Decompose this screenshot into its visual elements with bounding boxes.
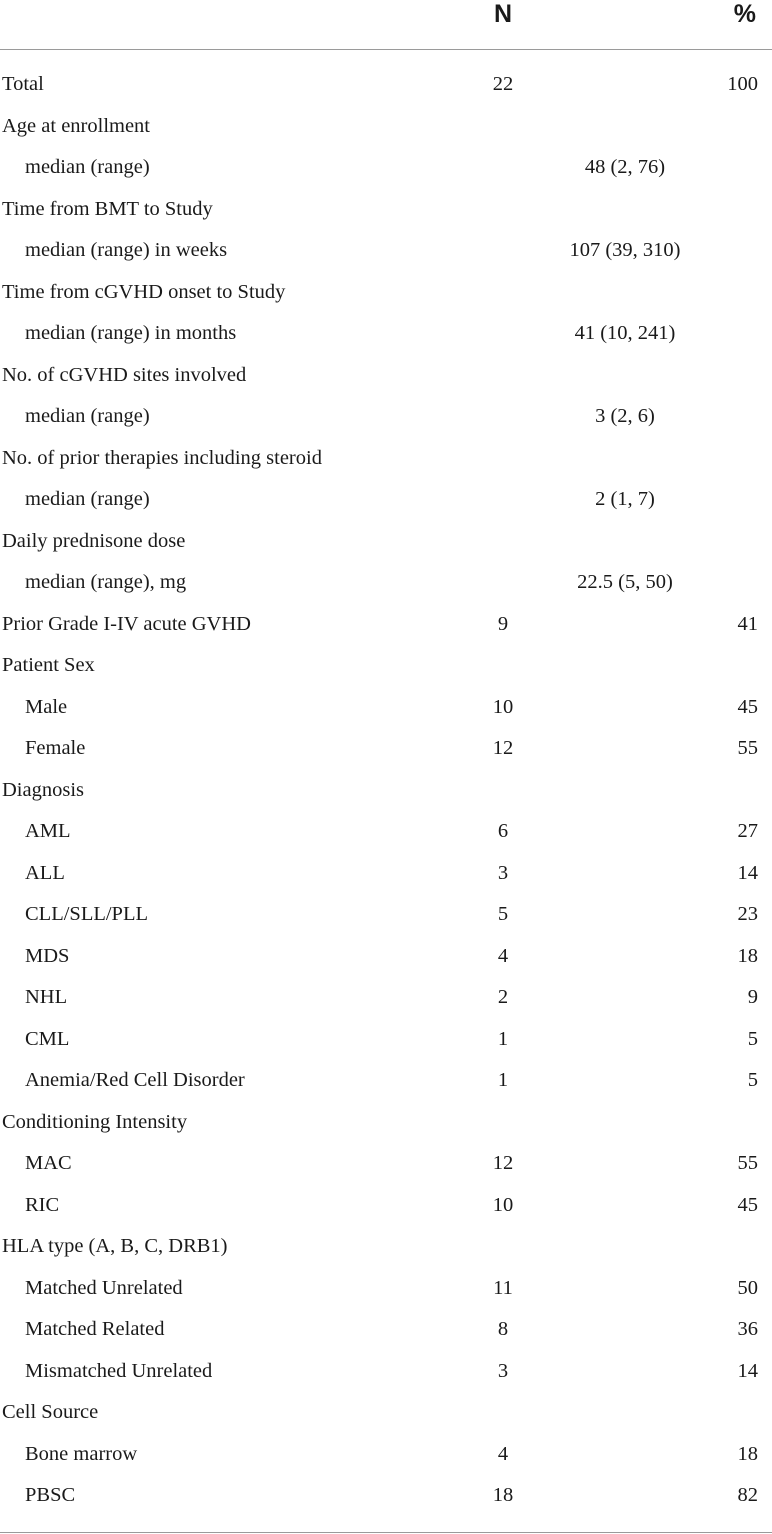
row-count: 9 [497,612,509,635]
row-label: Conditioning Intensity [2,1110,188,1133]
table-subrow [0,811,772,853]
table-subrow [0,1475,772,1517]
row-percent: 18 [737,1442,758,1465]
row-label: Patient Sex [2,654,95,676]
row-label: No. of cGVHD sites involved [2,363,247,386]
row-count: 10 [492,695,514,718]
row-label: Cell Source [2,1401,99,1423]
row-median-range: 2 (1, 7) [595,488,655,510]
table-subrow [0,1185,772,1227]
row-label: median (range) [25,488,150,510]
table-subrow [0,1309,772,1351]
table-subrow [0,1268,772,1310]
row-median-range: 3 (2, 6) [595,405,655,427]
row-count: 6 [497,820,509,842]
row-label: Age at enrollment [2,114,151,137]
row-label: Bone marrow [25,1442,138,1465]
row-percent: 14 [737,1359,758,1382]
row-label: CML [25,1027,70,1050]
row-label: median (range), mg [25,571,187,593]
table-subrow [0,894,772,936]
table-row [0,1102,772,1144]
table-row [0,770,772,812]
table-subrow [0,396,772,438]
row-label: Female [25,737,86,759]
row-label: HLA type (A, B, C, DRB1) [2,1235,228,1257]
row-count: 2 [497,986,509,1008]
table-subrow [0,1434,772,1476]
row-count: 8 [497,1318,509,1340]
row-label: Time from BMT to Study [2,197,213,220]
row-count: 3 [497,861,509,884]
row-percent: 41 [737,612,758,635]
row-label: Mismatched Unrelated [25,1359,213,1382]
table-subrow [0,147,772,189]
table-row [0,1226,772,1268]
row-median-range: 48 (2, 76) [584,156,666,178]
row-percent: 14 [737,861,758,884]
row-count: 3 [497,1359,509,1382]
row-label: Matched Related [25,1318,165,1340]
row-count: 10 [492,1193,514,1216]
row-percent: 9 [747,986,758,1008]
row-label: Anemia/Red Cell Disorder [25,1069,245,1091]
row-count: 18 [492,1484,514,1506]
row-percent: 100 [727,73,758,95]
row-count: 1 [497,1069,509,1091]
table-subrow [0,1351,772,1393]
row-label: MDS [25,944,70,967]
row-percent: 45 [737,695,758,718]
row-percent: 45 [737,1193,758,1216]
row-label: Daily prednisone dose [2,529,186,552]
row-percent: 50 [737,1276,758,1299]
row-median-range: 41 (10, 241) [574,322,676,344]
row-percent: 18 [737,944,758,967]
row-percent: 27 [737,820,758,842]
row-percent: 5 [747,1027,758,1050]
table-subrow [0,936,772,978]
row-count: 5 [497,903,509,925]
column-header-n: N [493,0,513,28]
row-count: 4 [497,944,509,967]
row-median-range: 107 (39, 310) [569,239,681,261]
row-percent: 55 [737,737,758,759]
row-count: 1 [497,1027,509,1050]
table-subrow [0,687,772,729]
row-count: 4 [497,1442,509,1465]
row-percent: 82 [737,1484,758,1506]
table-bottom-rule [0,1532,772,1533]
row-percent: 23 [737,903,758,925]
table-subrow [0,1019,772,1061]
table-row [0,604,772,646]
row-label: MAC [25,1152,72,1174]
table-subrow [0,562,772,604]
table-row [0,1392,772,1434]
table-row [0,521,772,563]
table-subrow [0,728,772,770]
table-subrow [0,313,772,355]
table-subrow [0,977,772,1019]
row-label: Male [25,695,68,718]
table-row [0,438,772,480]
row-label: median (range) [25,156,150,178]
table-subrow [0,1143,772,1185]
table-row [0,189,772,231]
row-percent: 36 [737,1318,758,1340]
row-count: 11 [493,1276,513,1299]
table-subrow [0,853,772,895]
row-label: Prior Grade I-IV acute GVHD [2,612,251,635]
table-body [0,64,772,1517]
table-subrow [0,479,772,521]
table-row [0,272,772,314]
row-label: NHL [25,986,68,1008]
row-label: median (range) in months [25,322,237,344]
table-row [0,64,772,106]
table-row [0,106,772,148]
row-label: ALL [25,861,65,884]
row-label: RIC [25,1193,60,1216]
row-median-range: 22.5 (5, 50) [577,571,673,593]
row-label: AML [25,820,71,842]
row-count: 22 [492,73,514,95]
row-count: 12 [492,1152,514,1174]
row-count: 12 [492,737,514,759]
table-header [0,0,772,50]
table-subrow [0,1060,772,1102]
table-row [0,645,772,687]
table-subrow [0,230,772,272]
row-label: Time from cGVHD onset to Study [2,280,286,303]
row-label: Diagnosis [2,778,84,801]
row-label: No. of prior therapies including steroid [2,446,322,469]
row-percent: 55 [737,1152,758,1174]
row-label: Total [2,73,44,95]
row-label: median (range) [25,405,150,427]
row-label: CLL/SLL/PLL [25,903,148,925]
row-label: Matched Unrelated [25,1276,183,1299]
row-label: PBSC [25,1484,76,1506]
row-label: median (range) in weeks [25,239,228,261]
row-percent: 5 [747,1069,758,1091]
table-row [0,355,772,397]
column-header-percent: % [733,0,756,28]
